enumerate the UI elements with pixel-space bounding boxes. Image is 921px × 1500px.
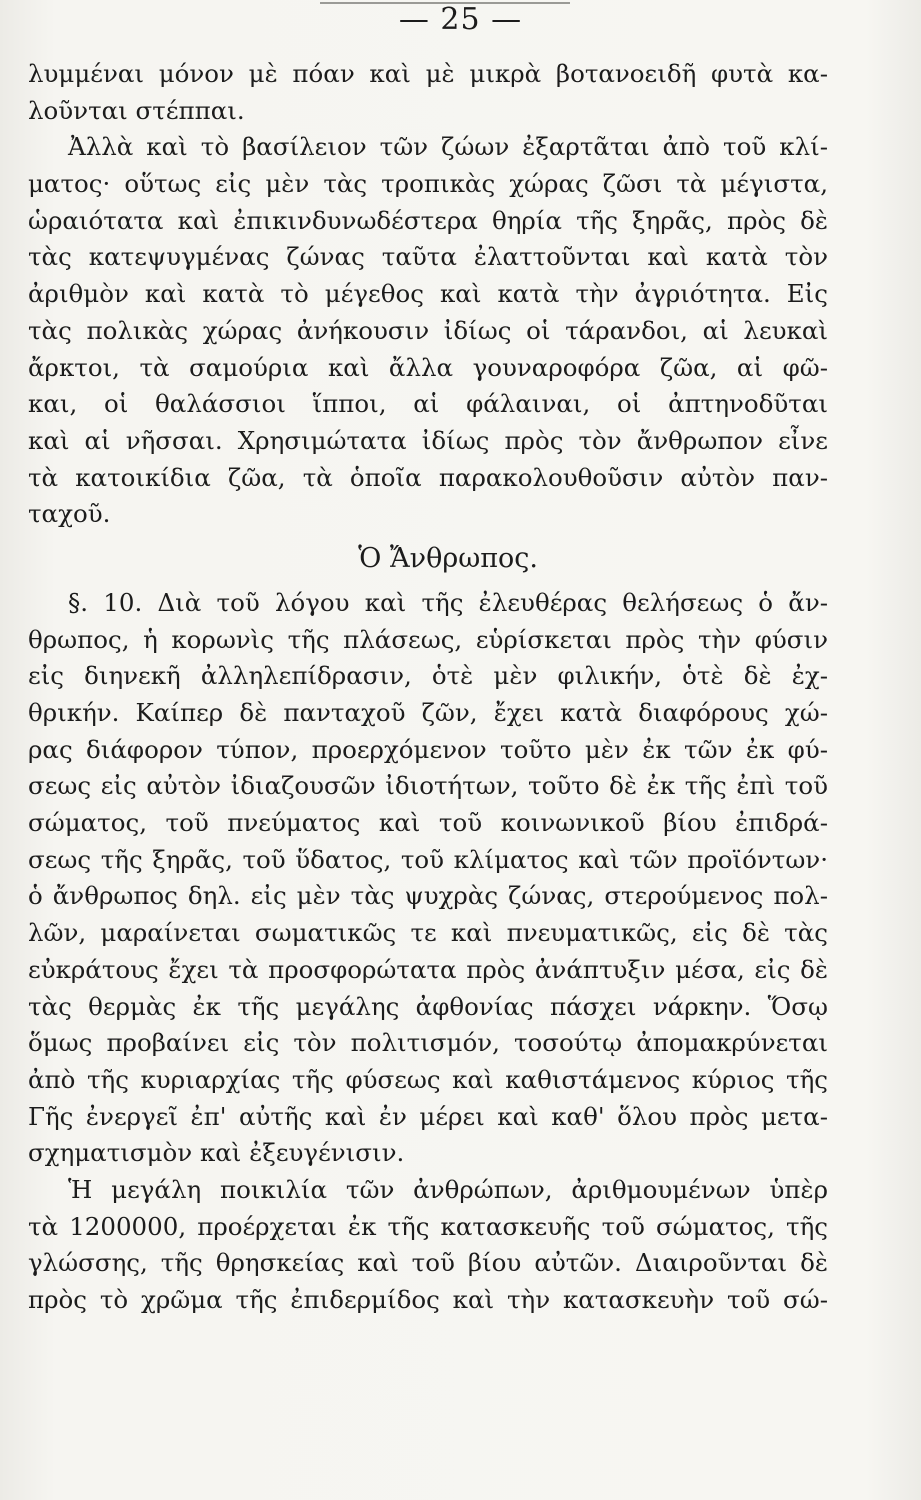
text-line: τὰ 1200000, προέρχεται ἐκ τῆς κατασκευῆς τοῦ σώματος, τῆς [28,1211,828,1241]
page-number: — 25 — [398,2,523,37]
text-line: καὶ αἱ νῆσσαι. Χρησιμώτατα ἰδίως πρὸς τὸν ἄνθρωπον εἶνε [28,425,828,455]
text-line: σεως τῆς ξηρᾶς, τοῦ ὕδατος, τοῦ κλίματος καὶ τῶν προϊόντων· [28,844,828,874]
text-line: τὰ κατοικίδια ζῶα, τὰ ὁποῖα παρακολουθοῦσιν αὐτὸν παν- [28,462,828,492]
text-line: και, οἱ θαλάσσιοι ἵπποι, αἱ φάλαιναι, οἱ ἀπτηνοδῦται [28,389,828,419]
text-line: Ἡ μεγάλη ποικιλία τῶν ἀνθρώπων, ἀριθμουμένων ὑπὲρ [68,1174,828,1204]
text-line: γλώσσης, τῆς θρησκείας καὶ τοῦ βίου αὐτῶν. Διαιροῦνται δὲ [28,1248,828,1278]
text-line: ρας διάφορον τύπον, προερχόμενον τοῦτο μὲν ἐκ τῶν ἐκ φύ- [28,734,828,764]
text-line: Γῆς ἐνεργεῖ ἐπ' αὐτῆς καὶ ἐν μέρει καὶ καθ' ὅλου πρὸς μετα- [28,1101,828,1131]
text-line: εἰς διηνεκῆ ἀλληλεπίδρασιν, ὁτὲ μὲν φιλικήν, ὁτὲ δὲ ἐχ- [28,661,828,691]
text-line: σχηματισμὸν καὶ ἐξευγένισιν. [28,1138,405,1168]
text-line: εὐκράτους ἔχει τὰ προσφορώτατα πρὸς ἀνάπτυξιν μέσα, εἰς δὲ [28,954,828,984]
section-heading: Ὁ Ἄνθρωπος. [358,542,538,574]
text-line: ταχοῦ. [28,499,111,529]
text-line: τὰς θερμὰς ἐκ τῆς μεγάλης ἀφθονίας πάσχει νάρκην. Ὅσῳ [28,991,828,1021]
text-line: τὰς κατεψυγμένας ζώνας ταῦτα ἐλαττοῦνται καὶ κατὰ τὸν [28,242,828,272]
text-line: ἀπὸ τῆς κυριαρχίας τῆς φύσεως καὶ καθιστάμενος κύριος τῆς [28,1064,828,1094]
text-line: θρωπος, ἡ κορωνὶς τῆς πλάσεως, εὑρίσκεται πρὸς τὴν φύσιν [28,624,828,654]
text-line: ὡραιότατα καὶ ἐπικινδυνωδέστερα θηρία τῆς ξηρᾶς, πρὸς δὲ [28,205,828,235]
text-line: ὅμως προβαίνει εἰς τὸν πολιτισμόν, τοσούτῳ ἀπομακρύνεται [28,1028,828,1058]
text-line: λυμμέναι μόνον μὲ πόαν καὶ μὲ μικρὰ βοτανοειδῆ φυτὰ κα- [28,59,828,88]
body-text [28,56,828,1319]
text-line: Ἀλλὰ καὶ τὸ βασίλειον τῶν ζώων ἐξαρτᾶται ἀπὸ τοῦ κλί- [68,132,828,162]
text-line: τὰς πολικὰς χώρας ἀνήκουσιν ἰδίως οἱ τάρανδοι, αἱ λευκαὶ [28,315,828,345]
text-line: ματος· οὕτως εἰς μὲν τὰς τροπικὰς χώρας ζῶσι τὰ μέγιστα, [28,169,828,199]
text-line: ἀριθμὸν καὶ κατὰ τὸ μέγεθος καὶ κατὰ τὴν ἀγριότητα. Εἰς [28,279,828,309]
text-line: λοῦνται στέππαι. [28,95,245,125]
text-line: θρικήν. Καίπερ δὲ πανταχοῦ ζῶν, ἔχει κατὰ διαφόρους χώ- [28,698,828,727]
text-line: ἄρκτοι, τὰ σαμούρια καὶ ἄλλα γουναροφόρα ζῶα, αἱ φῶ- [28,352,828,382]
text-line: πρὸς τὸ χρῶμα τῆς ἐπιδερμίδος καὶ τὴν κατασκευὴν τοῦ σώ- [28,1285,828,1314]
text-line: σώματος, τοῦ πνεύματος καὶ τοῦ κοινωνικοῦ βίου ἐπιδρά- [28,808,828,838]
text-line: σεως εἰς αὐτὸν ἰδιαζουσῶν ἰδιοτήτων, τοῦτο δὲ ἐκ τῆς ἐπὶ τοῦ [28,771,828,801]
text-line: §. 10. Διὰ τοῦ λόγου καὶ τῆς ἐλευθέρας θελήσεως ὁ ἄν- [68,587,828,617]
text-line: λῶν, μαραίνεται σωματικῶς τε καὶ πνευματικῶς, εἰς δὲ τὰς [28,918,828,948]
text-line: ὁ ἄνθρωπος δηλ. εἰς μὲν τὰς ψυχρὰς ζώνας, στερούμενος πολ- [28,881,828,911]
